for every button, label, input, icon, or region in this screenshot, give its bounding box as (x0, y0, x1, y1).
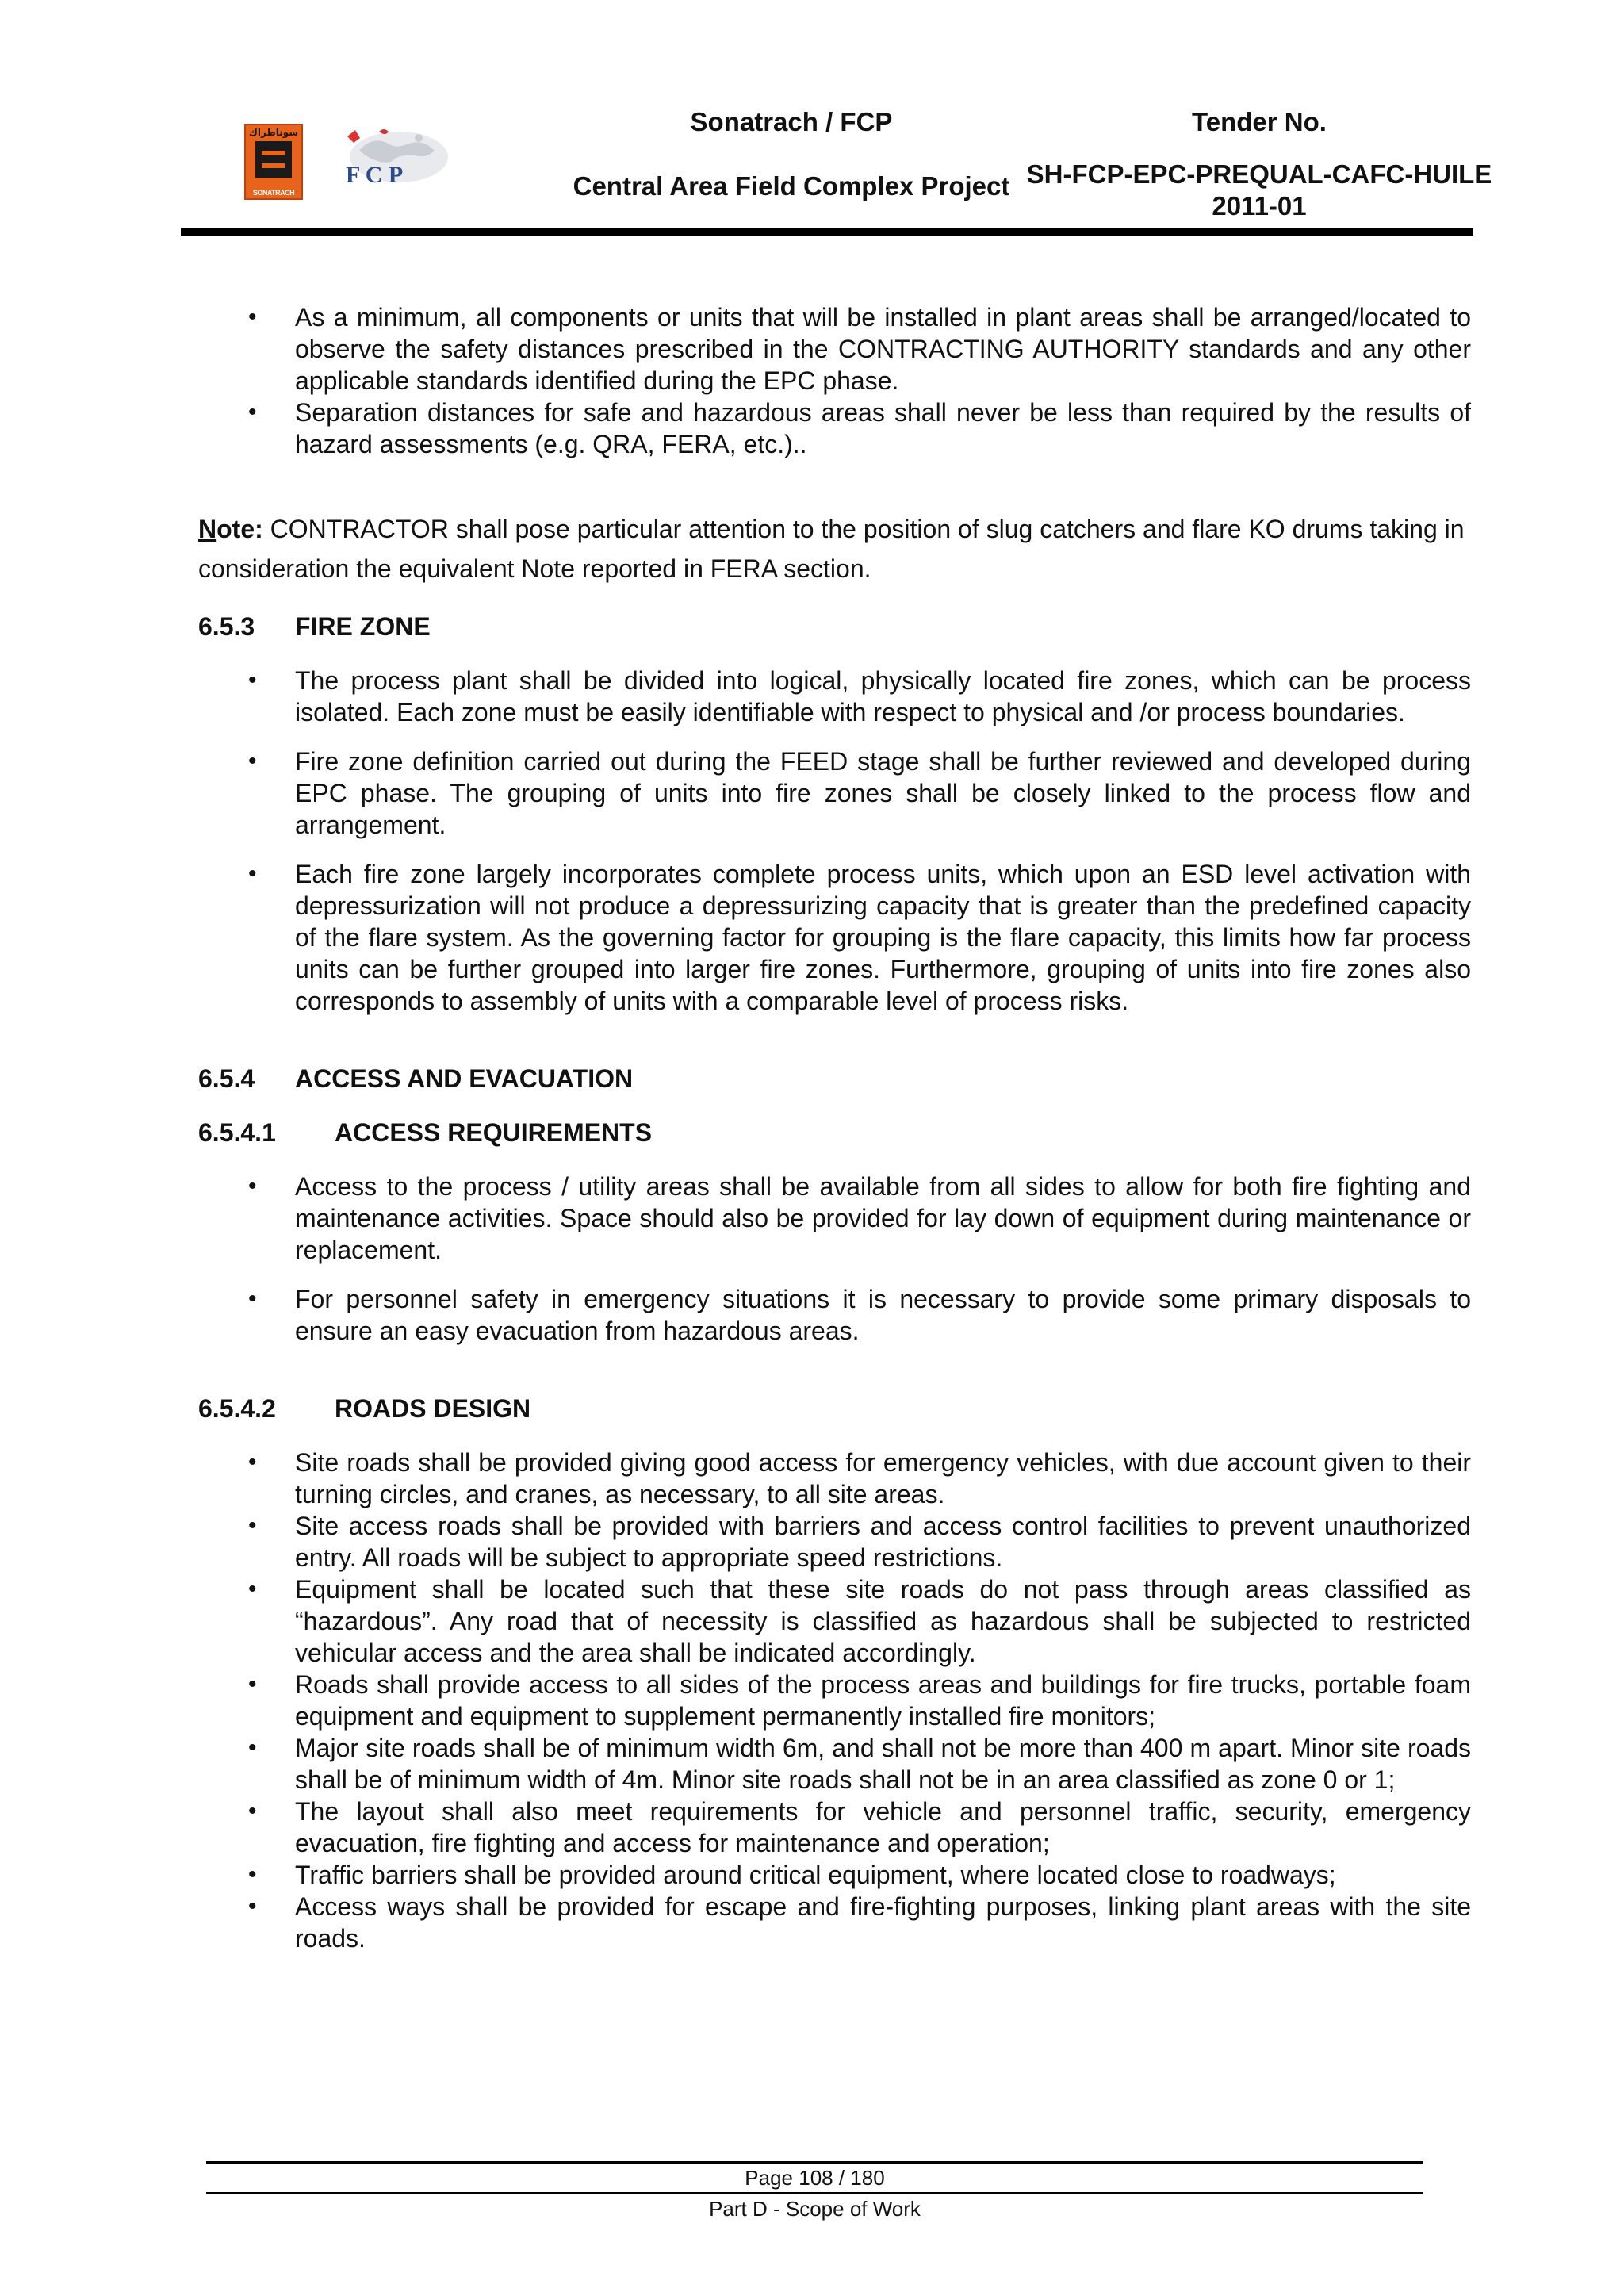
header-rule (181, 228, 1473, 236)
fcp-globe-icon (331, 127, 450, 198)
page-header (181, 95, 1492, 235)
section-number: 6.5.3 (198, 612, 255, 641)
sonatrach-logo (244, 124, 303, 200)
list-item: • Access to the process / utility areas shall be available from all sides to allow for both fire fighting and maintenance activities. Space should also be provided for lay down of equipment during maintenance or replacement. (198, 1171, 1471, 1266)
list-item: • The process plant shall be divided into logical, physically located fire zones, which can be process isolated. Each zone must be easily identifiable with respect to physical and /or process boundaries. (198, 665, 1471, 728)
header-organization: Sonatrach / FCP (690, 107, 893, 136)
section-title: ACCESS AND EVACUATION (295, 1064, 634, 1093)
section-number: 6.5.4.2 (198, 1394, 276, 1423)
header-tender-label: Tender No. (1192, 107, 1327, 136)
sonatrach-logo-mark (255, 141, 292, 178)
section-title: ACCESS REQUIREMENTS (335, 1118, 653, 1147)
page-number: Page 108 / 180 (745, 2166, 885, 2190)
footer-part-label: Part D - Scope of Work (709, 2197, 921, 2221)
note-label-rest: ote: (216, 515, 263, 543)
list-item: • Each fire zone largely incorporates complete process units, which upon an ESD level activation with depressurization will not produce a depressurizing capacity that is greater than the predefined capacity of the flare system. As the governing factor for grouping is the flare capacity, this limits how far process units can be further grouped into larger fire zones. Furthermore, grouping of units into fire zones also corresponds to assembly of units with a comparable level of process risks. (198, 858, 1471, 1017)
page-content (198, 301, 1471, 1954)
roads-design-bullet-list (198, 1447, 1471, 1954)
list-item: • Fire zone definition carried out during the FEED stage shall be further reviewed and developed during EPC phase. The grouping of units into fire zones shall be closely linked to the process flow and arrangement. (198, 746, 1471, 841)
section-heading-6-5-4-2 (198, 1393, 1471, 1424)
section-number: 6.5.4 (198, 1064, 255, 1093)
note-text: CONTRACTOR shall pose particular attention to the position of slug catchers and flare KO drums taking in consideration the equivalent Note reported in FERA section. (198, 515, 1465, 583)
list-item: • Site roads shall be provided giving good access for emergency vehicles, with due account given to their turning circles, and cranes, as necessary, to all site areas. (198, 1447, 1471, 1510)
list-item: • Access ways shall be provided for escape and fire-fighting purposes, linking plant areas with the site roads. (198, 1891, 1471, 1954)
list-item: • The layout shall also meet requirements for vehicle and personnel traffic, security, emergency evacuation, fire fighting and access for maintenance and operation; (198, 1796, 1471, 1859)
fcp-logo (331, 127, 450, 198)
sonatrach-logo-name: SONATRACH (252, 189, 295, 197)
list-item: • Traffic barriers shall be provided around critical equipment, where located close to roadways; (198, 1859, 1471, 1891)
note-label (198, 515, 263, 543)
section-heading-6-5-4 (198, 1063, 1471, 1094)
section-heading-6-5-3 (198, 611, 1471, 642)
fire-zone-bullet-list (198, 665, 1471, 1017)
section-title: ROADS DESIGN (335, 1394, 531, 1423)
header-project: Central Area Field Complex Project (573, 171, 1010, 201)
list-item: • Roads shall provide access to all sides of the process areas and buildings for fire trucks, portable foam equipment and equipment to supplement permanently installed fire monitors; (198, 1669, 1471, 1732)
list-item: • Major site roads shall be of minimum width 6m, and shall not be more than 400 m apart. Minor site roads shall be of minimum width of 4m. Minor site roads shall not be in an area classified as zone 0 or 1; (198, 1732, 1471, 1796)
note-label-initial: N (198, 515, 217, 543)
list-item: • As a minimum, all components or units that will be installed in plant areas shall be arranged/located to observe the safety distances prescribed in the CONTRACTING AUTHORITY standards and any other applicable standards identified during the EPC phase. (198, 301, 1471, 397)
list-item: • Separation distances for safe and hazardous areas shall never be less than required by the results of hazard assessments (e.g. QRA, FERA, etc.).. (198, 397, 1471, 460)
intro-bullet-list (198, 301, 1471, 460)
header-tender-number: SH-FCP-EPC-PREQUAL-CAFC-HUILE 2011-01 (1026, 159, 1492, 220)
sonatrach-logo-arabic: سوناطراك (248, 127, 299, 138)
section-number: 6.5.4.1 (198, 1118, 276, 1147)
access-requirements-bullet-list (198, 1171, 1471, 1347)
page-footer (206, 2161, 1423, 2223)
section-heading-6-5-4-1 (198, 1117, 1471, 1148)
list-item: • For personnel safety in emergency situations it is necessary to provide some primary disposals to ensure an easy evacuation from hazardous areas. (198, 1283, 1471, 1347)
list-item: • Equipment shall be located such that these site roads do not pass through areas classified as “hazardous”. Any road that of necessity is classified as hazardous shall be subjected to restricted vehicular access and the area shall be indicated accordingly. (198, 1573, 1471, 1669)
section-title: FIRE ZONE (295, 612, 431, 641)
note-paragraph (198, 509, 1471, 588)
fcp-logo-text: F C P (346, 162, 404, 188)
list-item: • Site access roads shall be provided with barriers and access control facilities to prevent unauthorized entry. All roads will be subject to appropriate speed restrictions. (198, 1510, 1471, 1573)
